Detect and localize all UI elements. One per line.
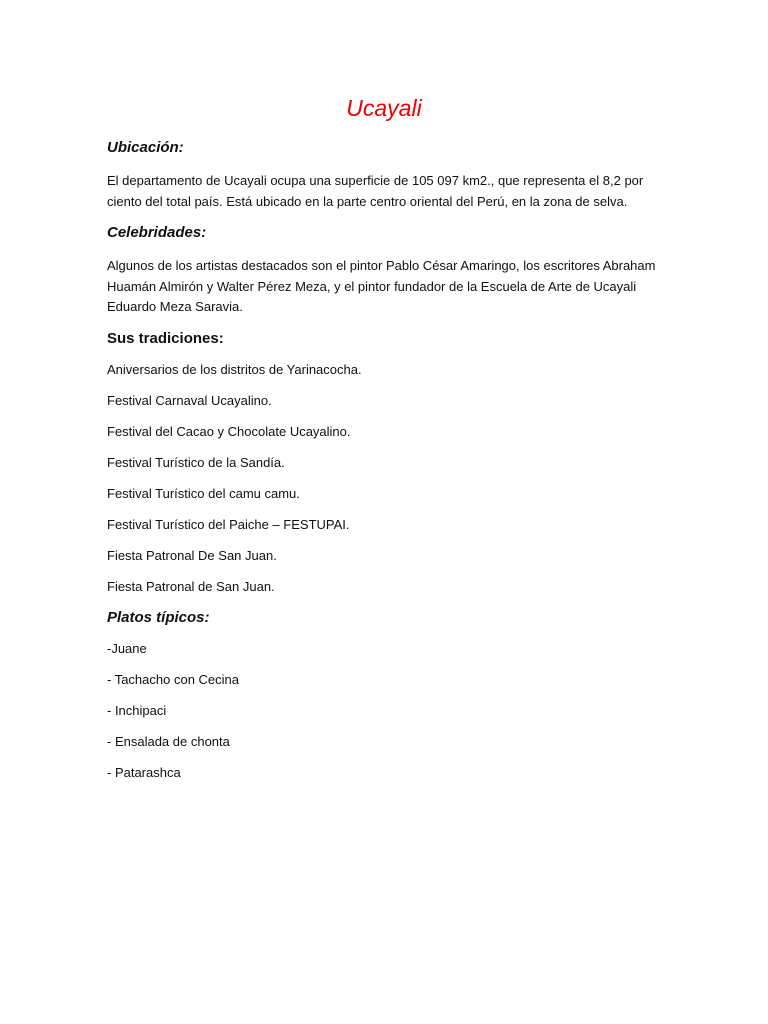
- list-item: Fiesta Patronal De San Juan.: [107, 547, 277, 563]
- section-heading-platos: Platos típicos:: [107, 608, 210, 626]
- list-item: -Juane: [107, 640, 147, 656]
- list-item: Festival Turístico del camu camu.: [107, 485, 300, 501]
- page-title: Ucayali: [346, 95, 422, 121]
- section-heading-celebridades: Celebridades:: [107, 224, 207, 241]
- list-item: Aniversarios de los distritos de Yarinacocha.: [107, 361, 362, 377]
- tradiciones-list: [107, 360, 667, 597]
- document-body: [107, 137, 667, 783]
- section-paragraph-celebridades: Algunos de los artistas destacados son el pintor Pablo César Amaringo, los escritores Abraham Huamán Almirón y Walter Pérez Meza, y el pintor fundador de la Escuela de Arte de Ucayali Eduardo Meza Saravia.: [107, 258, 656, 314]
- section-heading-tradiciones: Sus tradiciones:: [107, 329, 224, 347]
- list-item: Festival Turístico de la Sandía.: [107, 454, 285, 470]
- section-paragraph-ubicacion: El departamento de Ucayali ocupa una superficie de 105 097 km2., que representa el 8,2 por ciento del total país. Está ubicado en la parte centro oriental del Perú, en la zona de selva.: [107, 173, 644, 209]
- list-item: Fiesta Patronal de San Juan.: [107, 578, 275, 594]
- platos-list: [107, 639, 667, 783]
- section-heading-ubicacion: Ubicación:: [107, 139, 184, 156]
- list-item: Festival del Cacao y Chocolate Ucayalino.: [107, 423, 351, 439]
- list-item: - Tachacho con Cecina: [107, 671, 240, 687]
- list-item: Festival Carnaval Ucayalino.: [107, 392, 272, 408]
- list-item: - Ensalada de chonta: [107, 733, 230, 749]
- list-item: - Patarashca: [107, 764, 181, 780]
- list-item: Festival Turístico del Paiche – FESTUPAI.: [107, 516, 350, 532]
- list-item: - Inchipaci: [107, 702, 167, 718]
